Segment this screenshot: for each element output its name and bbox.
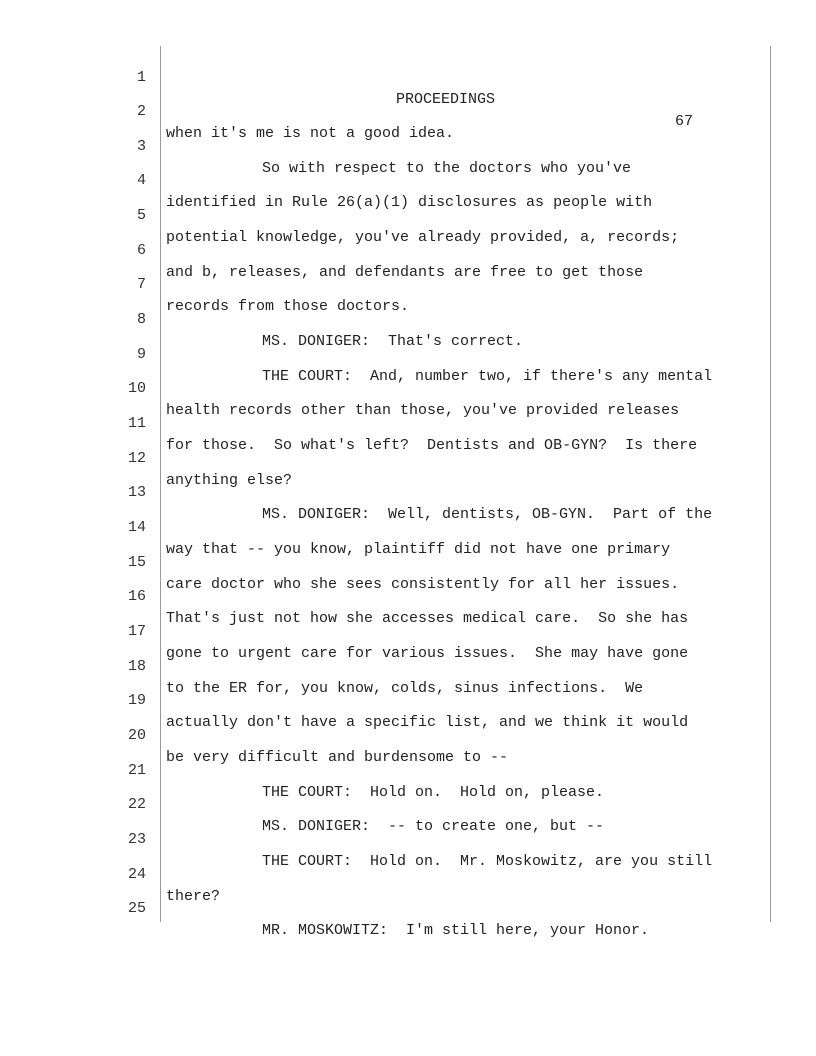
line-text: So with respect to the doctors who you've bbox=[262, 160, 632, 177]
line-number: 4 bbox=[136, 172, 146, 189]
transcript-line bbox=[0, 703, 816, 766]
line-number: 8 bbox=[136, 311, 146, 328]
transcript-line bbox=[0, 807, 816, 870]
page-title: PROCEEDINGS bbox=[396, 91, 496, 108]
page-number: 67 bbox=[675, 113, 694, 130]
line-text: there? bbox=[166, 888, 221, 905]
line-text: for those. So what's left? Dentists and OB-GYN? Is there bbox=[166, 437, 698, 454]
line-number: 21 bbox=[127, 762, 146, 779]
line-text: identified in Rule 26(a)(1) disclosures as people with bbox=[166, 194, 653, 211]
transcript-line bbox=[0, 772, 816, 835]
line-text: potential knowledge, you've already provided, a, records; bbox=[166, 229, 680, 246]
line-number: 25 bbox=[127, 900, 146, 917]
line-text: way that -- you know, plaintiff did not have one primary bbox=[166, 541, 671, 558]
line-number: 14 bbox=[127, 519, 146, 536]
transcript-line bbox=[0, 738, 816, 801]
transcript-line bbox=[0, 426, 816, 489]
line-text: MS. DONIGER: That's correct. bbox=[262, 333, 524, 350]
line-text: MR. MOSKOWITZ: I'm still here, your Honor. bbox=[262, 922, 650, 939]
line-number: 10 bbox=[127, 380, 146, 397]
line-text: gone to urgent care for various issues. She may have gone bbox=[166, 645, 689, 662]
line-text: and b, releases, and defendants are free to get those bbox=[166, 264, 644, 281]
line-number: 18 bbox=[127, 658, 146, 675]
line-text: MS. DONIGER: -- to create one, but -- bbox=[262, 818, 605, 835]
line-number: 2 bbox=[136, 103, 146, 120]
line-number: 20 bbox=[127, 727, 146, 744]
transcript-line bbox=[0, 842, 816, 905]
line-number: 17 bbox=[127, 623, 146, 640]
line-number: 24 bbox=[127, 866, 146, 883]
transcript-line bbox=[0, 287, 816, 350]
line-text: records from those doctors. bbox=[166, 298, 410, 315]
transcript-line bbox=[0, 322, 816, 385]
line-number: 12 bbox=[127, 450, 146, 467]
transcript-line bbox=[0, 634, 816, 697]
header-line bbox=[0, 45, 816, 130]
transcript-line bbox=[0, 183, 816, 246]
transcript-line bbox=[0, 252, 816, 315]
line-number: 3 bbox=[136, 138, 146, 155]
line-text: health records other than those, you've provided releases bbox=[166, 402, 680, 419]
line-number: 16 bbox=[127, 588, 146, 605]
line-text: when it's me is not a good idea. bbox=[166, 125, 455, 142]
line-text: be very difficult and burdensome to -- bbox=[166, 749, 509, 766]
transcript-line bbox=[0, 114, 816, 177]
line-text: THE COURT: Hold on. Hold on, please. bbox=[262, 784, 605, 801]
line-text: to the ER for, you know, colds, sinus infections. We bbox=[166, 680, 644, 697]
line-text: THE COURT: Hold on. Mr. Moskowitz, are you still bbox=[262, 853, 713, 870]
line-text: care doctor who she sees consistently for all her issues. bbox=[166, 576, 680, 593]
line-text: MS. DONIGER: Well, dentists, OB-GYN. Part of the bbox=[262, 506, 713, 523]
transcript-line bbox=[0, 460, 816, 523]
transcript-line bbox=[0, 218, 816, 281]
transcript-line bbox=[0, 148, 816, 211]
line-number: 13 bbox=[127, 484, 146, 501]
transcript-line bbox=[0, 876, 816, 939]
line-number: 7 bbox=[136, 276, 146, 293]
transcript-line bbox=[0, 495, 816, 558]
transcript-line bbox=[0, 668, 816, 731]
line-text: anything else? bbox=[166, 472, 293, 489]
line-text: actually don't have a specific list, and we think it would bbox=[166, 714, 689, 731]
transcript-line bbox=[0, 599, 816, 662]
line-text: THE COURT: And, number two, if there's any mental bbox=[262, 368, 713, 385]
transcript-line bbox=[0, 356, 816, 419]
transcript-line bbox=[0, 530, 816, 593]
line-number: 19 bbox=[127, 692, 146, 709]
line-number: 1 bbox=[136, 69, 146, 86]
line-number: 5 bbox=[136, 207, 146, 224]
transcript-line bbox=[0, 564, 816, 627]
line-number: 15 bbox=[127, 554, 146, 571]
line-text: That's just not how she accesses medical care. So she has bbox=[166, 610, 689, 627]
transcript-line bbox=[0, 391, 816, 454]
line-number: 11 bbox=[127, 415, 146, 432]
line-number: 23 bbox=[127, 831, 146, 848]
line-number: 22 bbox=[127, 796, 146, 813]
line-number: 9 bbox=[136, 346, 146, 363]
line-number: 6 bbox=[136, 242, 146, 259]
